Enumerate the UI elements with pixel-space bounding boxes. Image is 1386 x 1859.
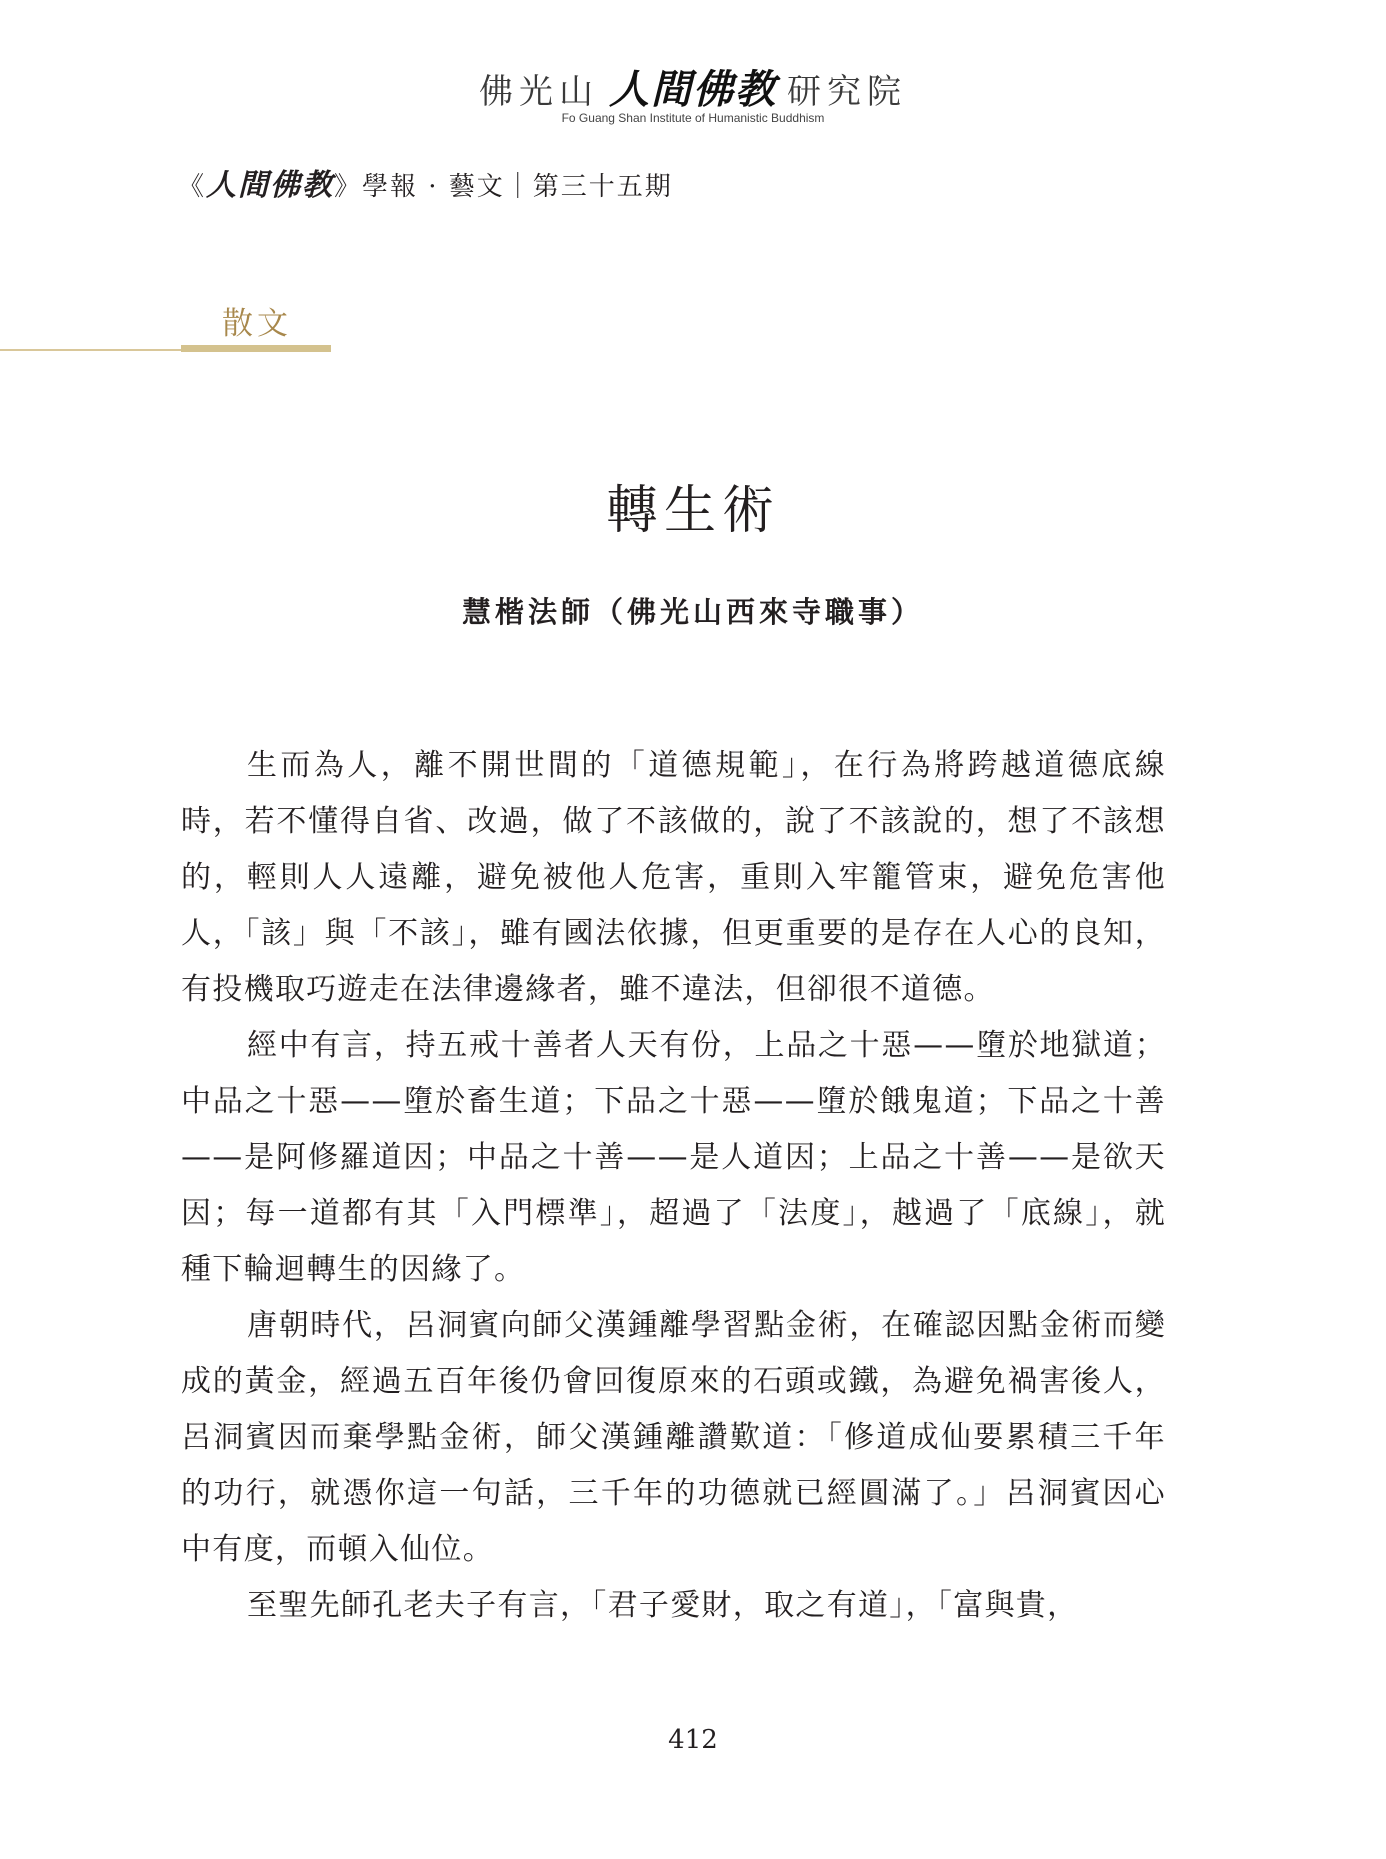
paragraph: 至聖先師孔老夫子有言，「君子愛財，取之有道」，「富與貴，: [247, 1588, 1079, 1623]
paragraph: 唐朝時代，呂洞賓向師父漢鍾離學習點金術，在確認因點金術而變成的黃金，經過五百年後仍會回復原來的石頭或鐵，為避免禍害後人，呂洞賓因而棄學點金術，師父漢鍾離讚歎道：「修道成仙要累積三千年的功行，就憑你這一句話，三千年的功德就已經圓滿了。」呂洞賓因心中有度，而頓入仙位。: [181, 1308, 1166, 1567]
logo-prefix: 佛光山: [479, 72, 599, 112]
article-author: 慧楷法師（佛光山西來寺職事）: [461, 595, 924, 629]
journal-open: 《: [178, 172, 207, 202]
institute-logo: [0, 58, 1386, 115]
logo-suffix: 研究院: [787, 72, 907, 112]
journal-brand: 人間佛教: [206, 168, 335, 203]
journal-rest: 》學報 · 藝文｜第三十五期: [334, 172, 673, 202]
journal-header: [178, 160, 673, 204]
section-label: 散文: [222, 306, 292, 342]
page-number: 412: [668, 1725, 718, 1755]
article-title: 轉生術: [605, 481, 780, 541]
paragraph: 生而為人，離不開世間的「道德規範」，在行為將跨越道德底線時，若不懂得自省、改過，做了不該做的，說了不該說的，想了不該想的，輕則人人遠離，避免被他人危害，重則入牢籠管束，避免危害他人，「該」與「不該」，雖有國法依據，但更重要的是存在人心的良知，有投機取巧遊走在法律邊緣者，雖不違法，但卻很不道德。: [181, 748, 1166, 1007]
section-rule-accent: [181, 345, 331, 352]
logo-brand: 人間佛教: [609, 66, 777, 113]
article-body: [181, 738, 1166, 1634]
paragraph: 經中有言，持五戒十善者人天有份，上品之十惡——墮於地獄道；中品之十惡——墮於畜生道；下品之十惡——墮於餓鬼道；下品之十善——是阿修羅道因；中品之十善——是人道因；上品之十善——是欲天因；每一道都有其「入門標準」，超過了「法度」，越過了「底線」，就種下輪迴轉生的因緣了。: [181, 1028, 1166, 1287]
institute-english-name: Fo Guang Shan Institute of Humanistic Buddhism: [561, 111, 825, 125]
